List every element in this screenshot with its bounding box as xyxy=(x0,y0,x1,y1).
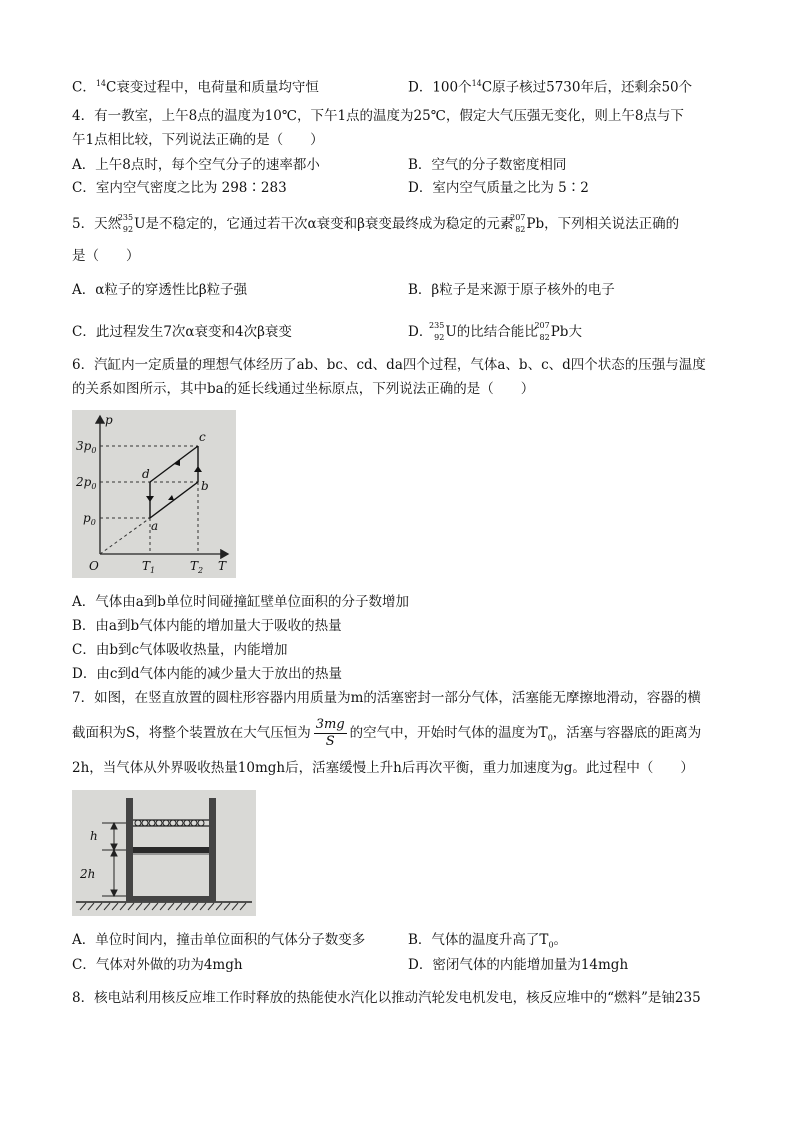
q6-option-d: D．由c到d气体内能的减少量大于放出的热量 xyxy=(72,666,343,682)
state-b-label: b xyxy=(201,479,209,493)
piston-initial xyxy=(133,847,209,853)
origin-label: O xyxy=(89,559,99,573)
q6-stem-line1: 6．汽缸内一定质量的理想气体经历了ab、bc、cd、da四个过程，气体a、b、c、d四个状态的压强与温度 xyxy=(72,357,706,373)
p-axis-label: p xyxy=(105,413,113,427)
q5-stem-line1: 5．天然 235 92 U是不稳定的，它通过若干次α衰变和β衰变最终成为稳定的元素 207 82 Pb，下列相关说法正确的 xyxy=(72,212,680,234)
t2-tick: $T_2$ xyxy=(190,559,204,575)
p-t-diagram-svg xyxy=(72,410,236,578)
piston-container-svg xyxy=(72,790,256,916)
piston-final xyxy=(133,820,209,826)
p-tick-3: $3p_0$ xyxy=(76,439,97,455)
q3-option-d: D．100个$^{14}$C原子核过5730年后，还剩余50个 xyxy=(408,79,693,96)
q4-option-a: A．上午8点时，每个空气分子的速率都小 xyxy=(72,157,320,173)
q7-stem-line2: 截面积为S，将整个装置放在大气压恒为 $\frac{3mg}{S}$ 的空气中，开始时气体的温度为$T_0$，活塞与容器底的距离为 xyxy=(72,717,702,749)
container-bottom xyxy=(126,896,216,902)
p-tick-1: $p_0$ xyxy=(83,511,96,527)
q7-option-a: A．单位时间内，撞击单位面积的气体分子数变多 xyxy=(72,932,366,948)
pressure-fraction: $\frac{3mg}{S}$ xyxy=(315,717,345,749)
q4-option-b: B．空气的分子数密度相同 xyxy=(408,157,567,173)
q5-option-d: D． 235 92 U的比结合能比 207 82 Pb大 xyxy=(408,320,582,342)
q5-stem-line2: 是（ ） xyxy=(72,248,140,264)
lead-nuclide: 207 82 xyxy=(510,212,526,234)
q5-option-b: B．β粒子是来源于原子核外的电子 xyxy=(408,282,615,298)
uranium-nuclide: 235 92 xyxy=(117,212,134,234)
state-c-label: c xyxy=(199,430,206,444)
q7-stem-line1: 7．如图，在竖直放置的圆柱形容器内用质量为m的活塞密封一部分气体，活塞能无摩擦地滑动，容器的横 xyxy=(72,690,701,706)
piston-container-diagram xyxy=(72,790,256,916)
q6-option-b: B．由a到b气体内能的增加量大于吸收的热量 xyxy=(72,618,342,634)
p-tick-2: $2p_0$ xyxy=(76,475,97,491)
q5-option-a: A．α粒子的穿透性比β粒子强 xyxy=(72,282,248,298)
t-axis-label: T xyxy=(218,559,227,573)
uranium-nuclide-option: 235 92 xyxy=(429,320,445,342)
q4-option-d: D．室内空气质量之比为 5∶2 xyxy=(408,180,589,196)
q6-option-a: A．气体由a到b单位时间碰撞缸壁单位面积的分子数增加 xyxy=(72,594,409,610)
q7-stem-line3: 2h，当气体从外界吸收热量10mgh后，活塞缓慢上升h后再次平衡，重力加速度为g。此过程中（ ） xyxy=(72,760,694,776)
q4-option-c: C．室内空气密度之比为 298∶283 xyxy=(72,180,287,196)
q7-option-d: D．密闭气体的内能增加量为14mgh xyxy=(408,957,629,973)
ground-hatch xyxy=(80,903,246,910)
dimension-2h-label: 2h xyxy=(80,867,96,881)
lead-nuclide-option: 207 82 xyxy=(534,320,550,342)
q8-stem-line1: 8．核电站利用核反应堆工作时释放的热能使水汽化以推动汽轮发电机发电，核反应堆中的“燃料”是铀235 xyxy=(72,990,701,1006)
dimension-h-label: h xyxy=(90,829,98,843)
q7-option-c: C．气体对外做的功为4mgh xyxy=(72,957,243,973)
dimension-lines xyxy=(102,823,126,896)
container-left-wall xyxy=(126,798,133,902)
p-t-diagram xyxy=(72,410,236,578)
q5-option-c: C．此过程发生7次α衰变和4次β衰变 xyxy=(72,324,292,340)
process-arrows xyxy=(146,459,202,502)
q4-stem-line2: 午1点相比较，下列说法正确的是（ ） xyxy=(72,132,324,148)
state-a-label: a xyxy=(151,519,159,533)
state-d-label: d xyxy=(142,467,150,481)
q3-option-c: C．$^{14}$C衰变过程中，电荷量和质量均守恒 xyxy=(72,79,319,96)
q7-option-b: B．气体的温度升高了$T_0$。 xyxy=(408,932,568,950)
q6-option-c: C．由b到c气体吸收热量，内能增加 xyxy=(72,642,288,658)
q4-stem-line1: 4．有一教室，上午8点的温度为10℃，下午1点的温度为25℃，假定大气压强无变化，则上午8点与下 xyxy=(72,108,684,124)
t1-tick: $T_1$ xyxy=(142,559,156,575)
q6-stem-line2: 的关系如图所示，其中ba的延长线通过坐标原点，下列说法正确的是（ ） xyxy=(72,381,535,397)
container-right-wall xyxy=(209,798,216,902)
